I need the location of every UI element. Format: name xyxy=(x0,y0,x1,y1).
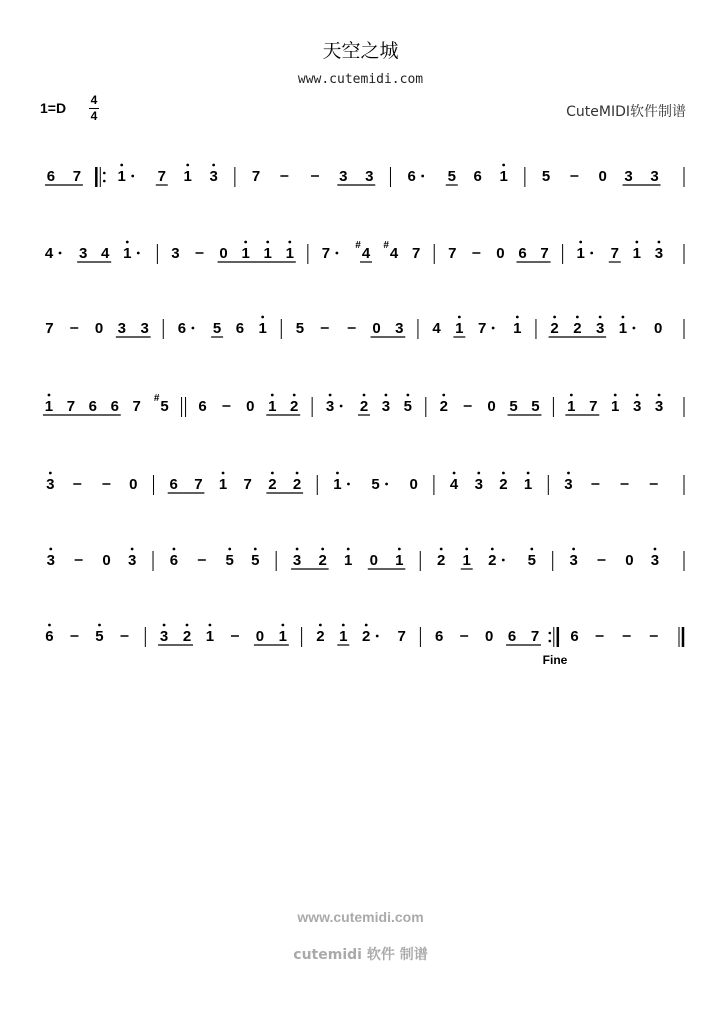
note-1: 1 xyxy=(618,320,628,337)
note-1: 1 xyxy=(258,320,267,337)
note-3: 3 xyxy=(117,320,127,337)
note-2: 2 xyxy=(573,320,582,337)
note-1: 1 xyxy=(499,168,508,185)
note-3: 3 xyxy=(395,320,404,337)
note-3: 3 xyxy=(365,168,374,185)
time-signature-top: 4 xyxy=(90,93,98,107)
note-2: 2 xyxy=(436,552,446,569)
note-1: 1 xyxy=(205,628,215,645)
high-octave-dot xyxy=(244,241,247,244)
note-1: 1 xyxy=(344,552,353,569)
note-7: 7 xyxy=(411,245,421,262)
high-octave-dot xyxy=(458,316,461,319)
augmentation-dot xyxy=(137,252,140,255)
note-3: 3 xyxy=(127,552,137,569)
note-3: 3 xyxy=(654,245,664,262)
note-6: 6 xyxy=(570,628,579,645)
note-7: 7 xyxy=(243,476,252,493)
note-5: 5 xyxy=(541,168,551,185)
note-5: 5 xyxy=(371,476,380,493)
note-4: 4 xyxy=(44,245,54,262)
high-octave-dot xyxy=(440,548,443,551)
note-0: 0 xyxy=(625,552,634,569)
note-7: 7 xyxy=(610,245,619,262)
song-title: 天空之城 xyxy=(322,40,399,62)
note-3: 3 xyxy=(650,168,659,185)
note-1: 1 xyxy=(339,628,348,645)
high-octave-dot xyxy=(120,164,123,167)
high-octave-dot xyxy=(363,394,366,397)
note-6: 6 xyxy=(518,245,527,262)
note-5: 5 xyxy=(403,398,413,415)
note-1: 1 xyxy=(44,398,54,415)
note-7: 7 xyxy=(72,168,82,185)
note-6: 6 xyxy=(177,320,187,337)
high-octave-dot xyxy=(567,472,570,475)
note-2: 2 xyxy=(362,628,371,645)
note-3: 3 xyxy=(140,320,149,337)
note-7: 7 xyxy=(589,398,598,415)
note-0: 0 xyxy=(369,552,378,569)
note-3: 3 xyxy=(564,476,573,493)
high-octave-dot xyxy=(406,394,409,397)
note-6: 6 xyxy=(169,552,179,569)
note-5: 5 xyxy=(295,320,305,337)
high-octave-dot xyxy=(465,548,468,551)
note-1: 1 xyxy=(278,628,288,645)
note-3: 3 xyxy=(595,320,605,337)
augmentation-dot xyxy=(192,327,195,330)
note-3: 3 xyxy=(46,476,55,493)
note-3: 3 xyxy=(171,245,180,262)
high-octave-dot xyxy=(228,548,231,551)
note-0: 0 xyxy=(94,320,104,337)
augmentation-dot xyxy=(340,405,343,408)
note-1: 1 xyxy=(268,398,277,415)
note-2: 2 xyxy=(182,628,192,645)
note-1: 1 xyxy=(523,476,533,493)
note-1: 1 xyxy=(513,320,522,337)
note-2: 2 xyxy=(359,398,369,415)
note-1: 1 xyxy=(462,552,471,569)
sharp-accidental: # xyxy=(355,240,361,251)
note-5: 5 xyxy=(95,628,104,645)
high-octave-dot xyxy=(319,624,322,627)
high-octave-dot xyxy=(579,241,582,244)
note-3: 3 xyxy=(339,168,348,185)
note-6: 6 xyxy=(434,628,444,645)
note-0: 0 xyxy=(496,245,505,262)
note-0: 0 xyxy=(409,476,418,493)
note-3: 3 xyxy=(292,552,302,569)
note-6: 6 xyxy=(46,168,56,185)
augmentation-dot xyxy=(59,252,62,255)
high-octave-dot xyxy=(48,394,51,397)
note-2: 2 xyxy=(268,476,277,493)
time-signature-bottom: 4 xyxy=(90,109,98,123)
note-5: 5 xyxy=(160,398,169,415)
note-5: 5 xyxy=(225,552,234,569)
note-2: 2 xyxy=(318,552,327,569)
note-4: 4 xyxy=(432,320,441,337)
high-octave-dot xyxy=(321,548,324,551)
note-4: 4 xyxy=(101,245,110,262)
note-6: 6 xyxy=(88,398,98,415)
high-octave-dot xyxy=(570,394,573,397)
repeat-dot xyxy=(103,180,106,183)
high-octave-dot xyxy=(654,548,657,551)
high-octave-dot xyxy=(296,472,299,475)
high-octave-dot xyxy=(622,316,625,319)
note-6: 6 xyxy=(407,168,416,185)
note-3: 3 xyxy=(632,398,642,415)
note-2: 2 xyxy=(292,476,302,493)
note-3: 3 xyxy=(569,552,578,569)
note-3: 3 xyxy=(209,168,218,185)
note-1: 1 xyxy=(576,245,585,262)
note-1: 1 xyxy=(285,245,294,262)
note-6: 6 xyxy=(235,320,245,337)
high-octave-dot xyxy=(293,394,296,397)
high-octave-dot xyxy=(385,394,388,397)
note-3: 3 xyxy=(46,552,55,569)
augmentation-dot xyxy=(131,175,134,178)
note-1: 1 xyxy=(123,245,132,262)
high-octave-dot xyxy=(126,241,129,244)
note-7: 7 xyxy=(157,168,166,185)
high-octave-dot xyxy=(163,624,166,627)
key-signature: 1=D xyxy=(40,100,67,116)
high-octave-dot xyxy=(491,548,494,551)
high-octave-dot xyxy=(48,624,51,627)
high-octave-dot xyxy=(453,472,456,475)
note-4: 4 xyxy=(449,476,459,493)
note-0: 0 xyxy=(484,628,494,645)
high-octave-dot xyxy=(442,394,445,397)
note-1: 1 xyxy=(333,476,342,493)
high-octave-dot xyxy=(502,472,505,475)
note-2: 2 xyxy=(316,628,325,645)
high-octave-dot xyxy=(365,624,368,627)
high-octave-dot xyxy=(186,624,189,627)
note-2: 2 xyxy=(290,398,299,415)
high-octave-dot xyxy=(658,241,661,244)
note-0: 0 xyxy=(372,320,381,337)
high-octave-dot xyxy=(516,316,519,319)
high-octave-dot xyxy=(49,548,52,551)
note-6: 6 xyxy=(507,628,517,645)
high-octave-dot xyxy=(347,548,350,551)
augmentation-dot xyxy=(590,252,593,255)
note-2: 2 xyxy=(488,552,497,569)
augmentation-dot xyxy=(633,327,636,330)
note-7: 7 xyxy=(448,245,457,262)
note-7: 7 xyxy=(66,398,76,415)
high-octave-dot xyxy=(636,394,639,397)
footer-site-url: www.cutemidi.com xyxy=(297,909,424,925)
high-octave-dot xyxy=(98,624,101,627)
note-1: 1 xyxy=(455,320,464,337)
note-2: 2 xyxy=(499,476,508,493)
note-0: 0 xyxy=(129,476,138,493)
note-0: 0 xyxy=(246,398,255,415)
high-octave-dot xyxy=(271,472,274,475)
note-1: 1 xyxy=(183,168,192,185)
high-octave-dot xyxy=(342,624,345,627)
note-1: 1 xyxy=(632,245,642,262)
high-octave-dot xyxy=(572,548,575,551)
sharp-accidental: # xyxy=(153,393,160,404)
score-credit: CuteMIDI软件制谱 xyxy=(566,104,686,120)
high-octave-dot xyxy=(288,241,291,244)
note-7: 7 xyxy=(477,320,487,337)
note-1: 1 xyxy=(395,552,404,569)
note-0: 0 xyxy=(255,628,265,645)
high-octave-dot xyxy=(212,164,215,167)
note-6: 6 xyxy=(198,398,207,415)
high-octave-dot xyxy=(186,164,189,167)
note-1: 1 xyxy=(241,245,250,262)
high-octave-dot xyxy=(173,548,176,551)
note-5: 5 xyxy=(447,168,456,185)
note-1: 1 xyxy=(263,245,272,262)
note-1: 1 xyxy=(117,168,126,185)
augmentation-dot xyxy=(347,483,350,486)
sharp-accidental: # xyxy=(383,240,389,251)
high-octave-dot xyxy=(329,394,332,397)
note-4: 4 xyxy=(389,245,399,262)
high-octave-dot xyxy=(553,316,556,319)
note-7: 7 xyxy=(321,245,331,262)
high-octave-dot xyxy=(49,472,52,475)
augmentation-dot xyxy=(421,175,424,178)
augmentation-dot xyxy=(502,559,505,562)
fine-marking: Fine xyxy=(542,653,568,667)
high-octave-dot xyxy=(266,241,269,244)
note-5: 5 xyxy=(509,398,518,415)
note-5: 5 xyxy=(527,552,536,569)
augmentation-dot xyxy=(385,483,388,486)
note-0: 0 xyxy=(219,245,228,262)
high-octave-dot xyxy=(398,548,401,551)
note-3: 3 xyxy=(624,168,633,185)
high-octave-dot xyxy=(271,394,274,397)
note-3: 3 xyxy=(654,398,664,415)
high-octave-dot xyxy=(635,241,638,244)
high-octave-dot xyxy=(527,472,530,475)
high-octave-dot xyxy=(530,548,533,551)
high-octave-dot xyxy=(477,472,480,475)
note-2: 2 xyxy=(439,398,448,415)
augmentation-dot xyxy=(492,327,495,330)
note-5: 5 xyxy=(212,320,222,337)
note-3: 3 xyxy=(325,398,335,415)
note-0: 0 xyxy=(487,398,496,415)
high-octave-dot xyxy=(599,316,602,319)
note-3: 3 xyxy=(650,552,660,569)
high-octave-dot xyxy=(131,548,134,551)
note-2: 2 xyxy=(550,320,559,337)
note-4: 4 xyxy=(361,245,371,262)
note-0: 0 xyxy=(102,552,111,569)
high-octave-dot xyxy=(576,316,579,319)
note-7: 7 xyxy=(132,398,141,415)
high-octave-dot xyxy=(222,472,225,475)
high-octave-dot xyxy=(254,548,257,551)
note-7: 7 xyxy=(540,245,549,262)
note-5: 5 xyxy=(251,552,260,569)
note-7: 7 xyxy=(45,320,54,337)
note-0: 0 xyxy=(653,320,663,337)
high-octave-dot xyxy=(209,624,212,627)
repeat-dot xyxy=(549,640,552,643)
note-3: 3 xyxy=(159,628,169,645)
note-7: 7 xyxy=(397,628,406,645)
note-7: 7 xyxy=(251,168,261,185)
note-5: 5 xyxy=(531,398,540,415)
high-octave-dot xyxy=(261,316,264,319)
high-octave-dot xyxy=(502,164,505,167)
augmentation-dot xyxy=(376,635,379,638)
note-3: 3 xyxy=(474,476,483,493)
high-octave-dot xyxy=(281,624,284,627)
repeat-dot xyxy=(549,632,552,635)
note-0: 0 xyxy=(598,168,607,185)
note-6: 6 xyxy=(45,628,54,645)
footer-credit: cutemidi 软件 制谱 xyxy=(293,947,428,963)
note-3: 3 xyxy=(381,398,391,415)
note-6: 6 xyxy=(110,398,119,415)
note-1: 1 xyxy=(611,398,620,415)
note-1: 1 xyxy=(567,398,576,415)
repeat-dot xyxy=(103,172,106,175)
note-6: 6 xyxy=(473,168,482,185)
augmentation-dot xyxy=(335,252,338,255)
high-octave-dot xyxy=(296,548,299,551)
high-octave-dot xyxy=(614,394,617,397)
note-1: 1 xyxy=(218,476,228,493)
note-7: 7 xyxy=(530,628,540,645)
note-7: 7 xyxy=(194,476,203,493)
note-3: 3 xyxy=(78,245,88,262)
high-octave-dot xyxy=(658,394,661,397)
high-octave-dot xyxy=(336,472,339,475)
note-6: 6 xyxy=(169,476,178,493)
header-site-url: www.cutemidi.com xyxy=(297,72,424,87)
